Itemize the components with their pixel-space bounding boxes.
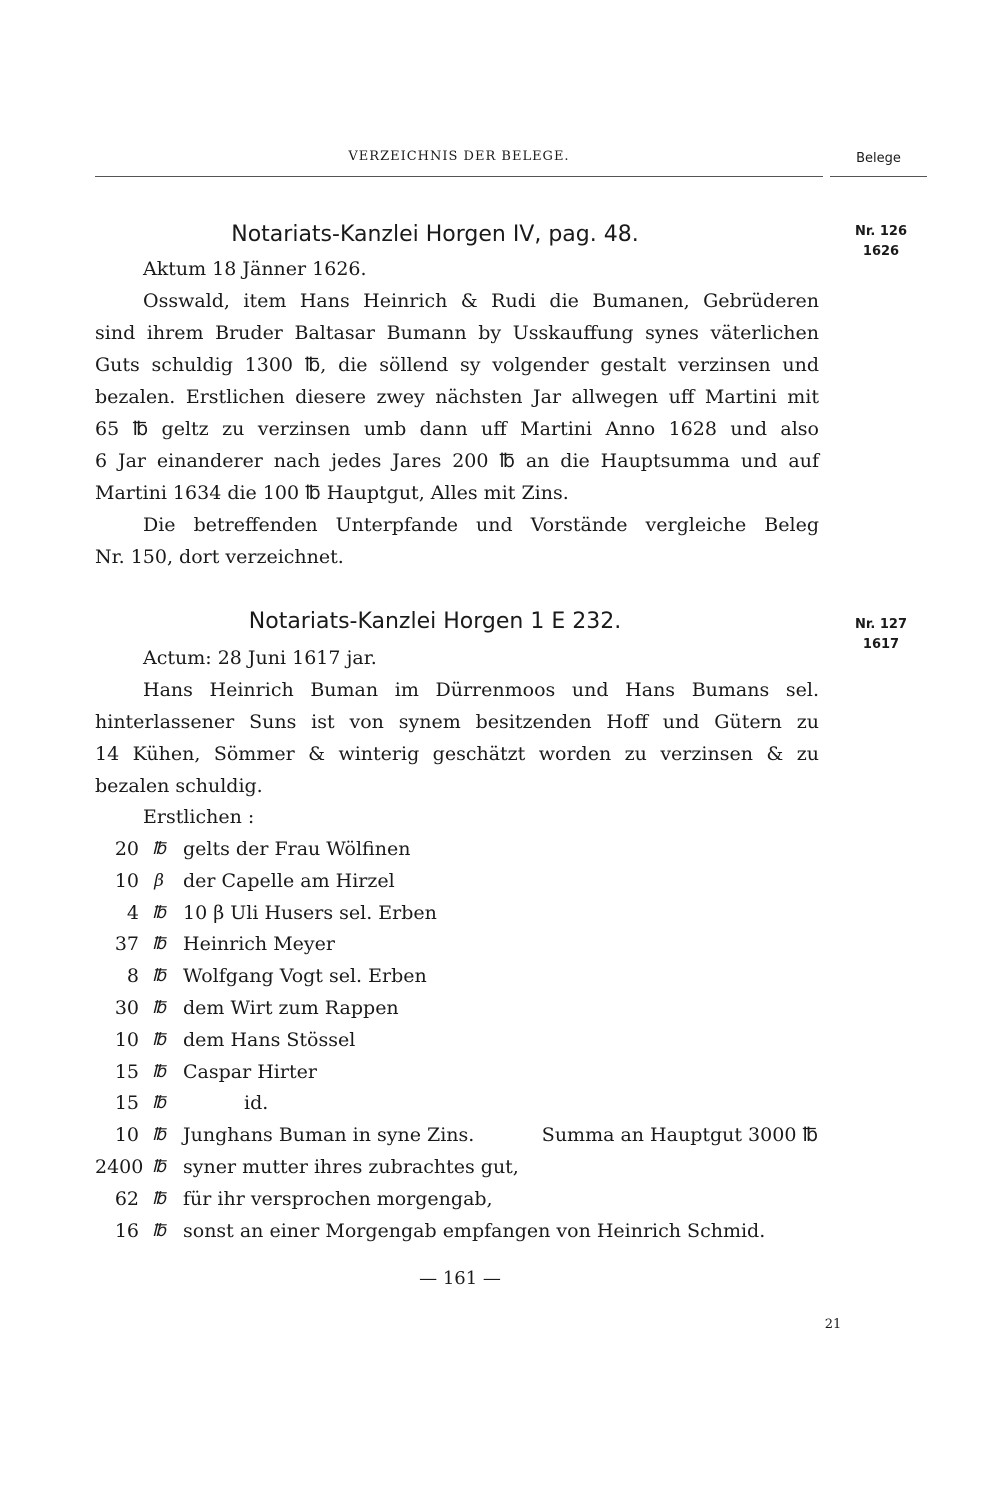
entry-127-year: 1617: [862, 637, 900, 652]
currency-unit: ℔: [152, 839, 166, 859]
entry-127-margin: [836, 615, 926, 655]
entry-126-line-10: Nr. 150, dort verzeichnet.: [95, 546, 344, 568]
debt-creditor: der Capelle am Hirzel: [183, 870, 395, 892]
debt-creditor: Heinrich Meyer: [183, 933, 335, 955]
debt-creditor: gelts der Frau Wölfinen: [183, 838, 411, 860]
debt-creditor: Junghans Buman in syne Zins.: [183, 1124, 475, 1146]
debt-amount: 16: [114, 1220, 139, 1242]
entry-127-line-1: Actum: 28 Juni 1617 jar.: [143, 647, 377, 669]
currency-unit: ℔: [152, 1157, 166, 1177]
debt-creditor: dem Hans Stössel: [183, 1029, 356, 1051]
page-number: — 161 —: [419, 1268, 501, 1289]
debt-amount: 37: [114, 933, 139, 955]
entry-126-year: 1626: [862, 244, 900, 259]
debt-creditor: id.: [244, 1092, 269, 1114]
currency-unit: ℔: [152, 1189, 166, 1209]
debt-amount: 62: [114, 1188, 139, 1210]
header-rule-left: [95, 176, 823, 177]
currency-unit: ℔: [152, 903, 166, 923]
entry-126-line-3: sind ihrem Bruder Baltasar Bumann by Usskauffung synes väterlichen: [95, 322, 819, 344]
entry-126-line-9: Die betreffenden Unterpfande und Vorstände vergleiche Beleg: [143, 514, 819, 536]
section-label: Belege: [856, 151, 901, 166]
summa-hauptgut: Summa an Hauptgut 3000 ℔: [541, 1124, 818, 1146]
entry-126-line-6: 65 ℔ geltz zu verzinsen umb dann uff Martini Anno 1628 und also: [95, 418, 819, 440]
debt-amount: 15: [114, 1061, 139, 1083]
debt-creditor: sonst an einer Morgengab empfangen von Heinrich Schmid.: [183, 1220, 766, 1242]
debt-creditor: Caspar Hirter: [183, 1061, 317, 1083]
currency-unit: ℔: [152, 1062, 166, 1082]
entry-127-line-3: hinterlassener Suns ist von synem besitzenden Hoff und Gütern zu: [95, 711, 819, 733]
currency-unit: ℔: [152, 1030, 166, 1050]
currency-unit: ℔: [152, 966, 166, 986]
currency-unit: ℔: [152, 1125, 166, 1145]
entry-126-line-1: Aktum 18 Jänner 1626.: [143, 258, 367, 280]
entry-126-line-2: Osswald, item Hans Heinrich & Rudi die Bumanen, Gebrüderen: [143, 290, 819, 312]
entry-127-line-5: bezalen schuldig.: [95, 775, 263, 797]
running-title: VERZEICHNIS DER BELEGE.: [348, 149, 570, 164]
debt-creditor: Wolfgang Vogt sel. Erben: [183, 965, 427, 987]
entry-127-nr: Nr. 127: [854, 617, 908, 632]
entry-126-heading: Notariats-Kanzlei Horgen IV, pag. 48.: [231, 222, 639, 247]
signature-mark: 21: [824, 1317, 842, 1332]
header-rule-right: [830, 176, 927, 177]
debt-amount: 10: [114, 1124, 139, 1146]
currency-unit: ℔: [152, 1093, 166, 1113]
entry-127-line-6: Erstlichen :: [143, 806, 255, 828]
debt-amount: 2400: [95, 1156, 144, 1178]
entry-127-line-4: 14 Kühen, Sömmer & winterig geschätzt worden zu verzinsen & zu: [95, 743, 819, 765]
entry-127-line-2: Hans Heinrich Buman im Dürrenmoos und Hans Bumans sel.: [143, 679, 819, 701]
currency-unit: ℔: [152, 998, 166, 1018]
debt-amount: 4: [126, 902, 139, 924]
entry-127-heading: Notariats-Kanzlei Horgen 1 E 232.: [248, 609, 622, 634]
entry-126-line-5: bezalen. Erstlichen diesere zwey nächsten Jar allwegen uff Martini mit: [95, 386, 819, 408]
debt-amount: 20: [114, 838, 139, 860]
entry-126-line-4: Guts schuldig 1300 ℔, die söllend sy volgender gestalt verzinsen und: [95, 354, 819, 376]
entry-126-line-7: 6 Jar einanderer nach jedes Jares 200 ℔ an die Hauptsumma und auf: [95, 450, 819, 472]
debt-amount: 8: [126, 965, 139, 987]
debt-amount: 30: [114, 997, 139, 1019]
debt-amount: 15: [114, 1092, 139, 1114]
debt-creditor: syner mutter ihres zubrachtes gut,: [183, 1156, 519, 1178]
currency-unit: ℔: [152, 934, 166, 954]
currency-unit: ℔: [152, 1221, 166, 1241]
entry-126-margin: [836, 222, 926, 262]
debt-creditor: für ihr versprochen morgengab,: [183, 1188, 493, 1210]
entry-126-line-8: Martini 1634 die 100 ℔ Hauptgut, Alles mit Zins.: [95, 482, 569, 504]
entry-126-nr: Nr. 126: [854, 224, 908, 239]
currency-unit: β: [154, 871, 164, 891]
debt-creditor: 10 β Uli Husers sel. Erben: [183, 902, 437, 924]
debt-amount: 10: [114, 870, 139, 892]
debt-amount: 10: [114, 1029, 139, 1051]
debt-creditor: dem Wirt zum Rappen: [183, 997, 399, 1019]
